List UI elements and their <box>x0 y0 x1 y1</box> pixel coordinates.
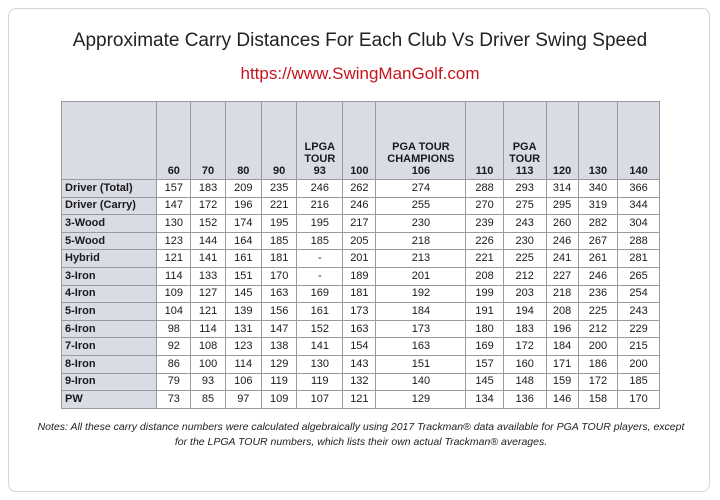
carry-distance-cell: 236 <box>578 285 618 303</box>
carry-distance-cell: 218 <box>376 232 466 250</box>
carry-distance-cell: 180 <box>466 320 503 338</box>
carry-distance-cell: 157 <box>466 355 503 373</box>
carry-distance-cell: 241 <box>546 250 578 268</box>
carry-distance-cell: 163 <box>262 285 297 303</box>
table-row <box>62 285 660 303</box>
carry-distance-cell: 196 <box>225 197 261 215</box>
carry-distance-cell: 366 <box>618 180 660 198</box>
carry-distance-cell: 141 <box>191 250 225 268</box>
carry-distance-cell: 174 <box>225 215 261 233</box>
carry-distance-cell: 192 <box>376 285 466 303</box>
carry-distance-cell: 235 <box>262 180 297 198</box>
carry-distance-cell: 170 <box>262 267 297 285</box>
carry-distance-cell: 314 <box>546 180 578 198</box>
carry-distance-cell: 154 <box>343 338 376 356</box>
carry-distance-cell: 208 <box>546 303 578 321</box>
swing-speed-header <box>546 102 578 180</box>
carry-distance-cell: 172 <box>578 373 618 391</box>
carry-distance-cell: 139 <box>225 303 261 321</box>
carry-distance-cell: 119 <box>297 373 343 391</box>
swing-speed-value: 130 <box>588 165 608 177</box>
swing-speed-header <box>503 102 546 180</box>
carry-distance-cell: 92 <box>157 338 191 356</box>
carry-distance-cell: 163 <box>376 338 466 356</box>
carry-distance-cell: 160 <box>503 355 546 373</box>
carry-distance-cell: 212 <box>578 320 618 338</box>
table-row <box>62 320 660 338</box>
carry-distance-cell: 246 <box>578 267 618 285</box>
carry-distance-cell: 131 <box>225 320 261 338</box>
carry-distance-cell: 123 <box>225 338 261 356</box>
swing-speed-value: 110 <box>475 165 494 177</box>
carry-distance-cell: 227 <box>546 267 578 285</box>
carry-distance-cell: 136 <box>503 391 546 409</box>
carry-distance-cell: 185 <box>618 373 660 391</box>
header-label: PGA TOUR <box>392 141 450 153</box>
carry-distance-cell: 185 <box>297 232 343 250</box>
carry-distance-cell: 173 <box>343 303 376 321</box>
carry-distance-cell: 246 <box>546 232 578 250</box>
carry-distance-cell: 127 <box>191 285 225 303</box>
header-label: PGA <box>512 141 537 153</box>
header-label: TOUR <box>509 153 541 165</box>
swing-speed-header <box>297 102 343 180</box>
carry-distance-cell: 114 <box>225 355 261 373</box>
table-row <box>62 355 660 373</box>
carry-distance-cell: 267 <box>578 232 618 250</box>
carry-distance-cell: 148 <box>503 373 546 391</box>
club-name: 7-Iron <box>62 338 157 356</box>
carry-distance-cell: 133 <box>191 267 225 285</box>
carry-distance-cell: 270 <box>466 197 503 215</box>
swing-speed-value: 100 <box>350 165 369 177</box>
carry-distance-cell: 114 <box>191 320 225 338</box>
club-name: 5-Wood <box>62 232 157 250</box>
carry-distance-cell: 260 <box>546 215 578 233</box>
carry-distance-cell: 217 <box>343 215 376 233</box>
carry-distance-cell: 147 <box>157 197 191 215</box>
carry-distance-cell: 152 <box>297 320 343 338</box>
carry-distance-cell: 123 <box>157 232 191 250</box>
swing-speed-value: 140 <box>629 165 648 177</box>
carry-distance-cell: 195 <box>297 215 343 233</box>
carry-distance-cell: 130 <box>297 355 343 373</box>
table-row <box>62 250 660 268</box>
carry-distance-cell: 109 <box>262 391 297 409</box>
swing-speed-header <box>618 102 660 180</box>
carry-distance-cell: 158 <box>578 391 618 409</box>
carry-distance-cell: 221 <box>466 250 503 268</box>
carry-distance-cell: 201 <box>376 267 466 285</box>
swing-speed-value: 93 <box>313 165 326 177</box>
table-row <box>62 373 660 391</box>
carry-distance-cell: 295 <box>546 197 578 215</box>
swing-speed-value: 60 <box>167 165 180 177</box>
carry-distance-cell: 185 <box>262 232 297 250</box>
header-label: LPGA <box>304 141 336 153</box>
carry-distance-cell: - <box>297 250 343 268</box>
club-name: PW <box>62 391 157 409</box>
carry-distance-cell: 230 <box>376 215 466 233</box>
carry-distance-cell: 344 <box>618 197 660 215</box>
carry-distance-cell: 172 <box>191 197 225 215</box>
carry-distance-cell: 230 <box>503 232 546 250</box>
carry-distance-cell: 107 <box>297 391 343 409</box>
carry-distance-cell: 246 <box>343 197 376 215</box>
carry-distance-cell: 143 <box>343 355 376 373</box>
club-name: Driver (Carry) <box>62 197 157 215</box>
table-header-row <box>62 102 660 180</box>
table-row <box>62 197 660 215</box>
carry-distance-cell: 152 <box>191 215 225 233</box>
carry-distance-cell: 132 <box>343 373 376 391</box>
carry-distance-cell: 203 <box>503 285 546 303</box>
swing-speed-header <box>343 102 376 180</box>
carry-distance-cell: 164 <box>225 232 261 250</box>
carry-distance-cell: 265 <box>618 267 660 285</box>
carry-distance-cell: 221 <box>262 197 297 215</box>
header-label: TOUR <box>304 153 336 165</box>
carry-distance-cell: 145 <box>466 373 503 391</box>
carry-distance-cell: 195 <box>262 215 297 233</box>
carry-distance-cell: 85 <box>191 391 225 409</box>
carry-distance-cell: 161 <box>225 250 261 268</box>
carry-distance-cell: 255 <box>376 197 466 215</box>
swing-speed-value: 113 <box>515 165 534 177</box>
carry-distance-cell: 172 <box>503 338 546 356</box>
carry-distance-cell: 218 <box>546 285 578 303</box>
swing-speed-value: 80 <box>237 165 250 177</box>
carry-distance-cell: 184 <box>546 338 578 356</box>
carry-distance-cell: 181 <box>343 285 376 303</box>
carry-distance-cell: 340 <box>578 180 618 198</box>
carry-distance-cell: 239 <box>466 215 503 233</box>
carry-distance-cell: 121 <box>343 391 376 409</box>
carry-distance-cell: 191 <box>466 303 503 321</box>
carry-distance-cell: 146 <box>546 391 578 409</box>
carry-distance-cell: 226 <box>466 232 503 250</box>
carry-distance-cell: 281 <box>618 250 660 268</box>
carry-distance-cell: 114 <box>157 267 191 285</box>
carry-distance-cell: 186 <box>578 355 618 373</box>
carry-distance-cell: 274 <box>376 180 466 198</box>
carry-distance-cell: 119 <box>262 373 297 391</box>
carry-distance-cell: 121 <box>191 303 225 321</box>
carry-distance-cell: - <box>297 267 343 285</box>
carry-distance-cell: 73 <box>157 391 191 409</box>
carry-distance-cell: 100 <box>191 355 225 373</box>
swing-speed-header <box>578 102 618 180</box>
carry-distance-cell: 212 <box>503 267 546 285</box>
carry-distance-cell: 275 <box>503 197 546 215</box>
carry-distance-cell: 243 <box>618 303 660 321</box>
carry-distance-cell: 200 <box>618 355 660 373</box>
carry-distance-cell: 86 <box>157 355 191 373</box>
carry-distance-cell: 173 <box>376 320 466 338</box>
swing-speed-header <box>225 102 261 180</box>
carry-distance-cell: 262 <box>343 180 376 198</box>
carry-distance-cell: 121 <box>157 250 191 268</box>
carry-distance-cell: 156 <box>262 303 297 321</box>
carry-distance-cell: 129 <box>262 355 297 373</box>
website-link[interactable]: https://www.SwingManGolf.com <box>240 64 480 83</box>
carry-distance-cell: 225 <box>578 303 618 321</box>
carry-distance-cell: 319 <box>578 197 618 215</box>
carry-distance-cell: 108 <box>191 338 225 356</box>
carry-distance-cell: 229 <box>618 320 660 338</box>
swing-speed-header <box>376 102 466 180</box>
carry-distance-cell: 208 <box>466 267 503 285</box>
carry-distance-cell: 169 <box>297 285 343 303</box>
club-name: Hybrid <box>62 250 157 268</box>
carry-distance-cell: 213 <box>376 250 466 268</box>
carry-distance-cell: 201 <box>343 250 376 268</box>
carry-distance-cell: 288 <box>618 232 660 250</box>
table-row <box>62 232 660 250</box>
carry-distance-cell: 129 <box>376 391 466 409</box>
carry-distance-cell: 169 <box>466 338 503 356</box>
carry-distance-cell: 184 <box>376 303 466 321</box>
club-name: Driver (Total) <box>62 180 157 198</box>
carry-distance-cell: 261 <box>578 250 618 268</box>
carry-distance-cell: 151 <box>376 355 466 373</box>
carry-distance-table <box>61 101 660 409</box>
club-name: 5-Iron <box>62 303 157 321</box>
carry-distance-cell: 215 <box>618 338 660 356</box>
carry-distance-cell: 106 <box>225 373 261 391</box>
table-row <box>62 267 660 285</box>
carry-distance-cell: 138 <box>262 338 297 356</box>
carry-distance-cell: 109 <box>157 285 191 303</box>
carry-distance-cell: 246 <box>297 180 343 198</box>
footnote: Notes: All these carry distance numbers were calculated algebraically using 2017 Trackman® data available for PGA TOUR players, except for the LPGA TOUR numbers, which lists their own actual Trackman® averages. <box>37 421 685 448</box>
carry-distance-cell: 293 <box>503 180 546 198</box>
swing-speed-value: 70 <box>201 165 215 177</box>
club-name: 9-Iron <box>62 373 157 391</box>
club-name: 3-Iron <box>62 267 157 285</box>
carry-distance-cell: 161 <box>297 303 343 321</box>
carry-distance-cell: 170 <box>618 391 660 409</box>
club-name: 4-Iron <box>62 285 157 303</box>
carry-distance-cell: 104 <box>157 303 191 321</box>
club-column-header <box>62 102 157 180</box>
carry-distance-cell: 171 <box>546 355 578 373</box>
carry-distance-cell: 288 <box>466 180 503 198</box>
carry-distance-cell: 181 <box>262 250 297 268</box>
table-body <box>62 180 660 409</box>
carry-distance-cell: 79 <box>157 373 191 391</box>
swing-speed-value: 106 <box>411 165 431 177</box>
carry-distance-cell: 141 <box>297 338 343 356</box>
carry-distance-cell: 282 <box>578 215 618 233</box>
table-row <box>62 338 660 356</box>
club-name: 8-Iron <box>62 355 157 373</box>
carry-distance-cell: 159 <box>546 373 578 391</box>
swing-speed-header <box>466 102 503 180</box>
carry-distance-cell: 196 <box>546 320 578 338</box>
carry-distance-cell: 205 <box>343 232 376 250</box>
swing-speed-header <box>157 102 191 180</box>
carry-distance-cell: 147 <box>262 320 297 338</box>
carry-distance-cell: 254 <box>618 285 660 303</box>
carry-distance-cell: 98 <box>157 320 191 338</box>
carry-distance-cell: 145 <box>225 285 261 303</box>
swing-speed-header <box>191 102 225 180</box>
carry-distance-cell: 216 <box>297 197 343 215</box>
header-label: CHAMPIONS <box>387 153 455 165</box>
swing-speed-header <box>262 102 297 180</box>
club-name: 6-Iron <box>62 320 157 338</box>
carry-distance-cell: 134 <box>466 391 503 409</box>
carry-distance-cell: 183 <box>503 320 546 338</box>
carry-distance-cell: 225 <box>503 250 546 268</box>
carry-distance-cell: 189 <box>343 267 376 285</box>
swing-speed-value: 90 <box>273 165 286 177</box>
carry-distance-cell: 144 <box>191 232 225 250</box>
swing-speed-value: 120 <box>552 165 572 177</box>
carry-distance-cell: 304 <box>618 215 660 233</box>
table-row <box>62 303 660 321</box>
carry-distance-cell: 183 <box>191 180 225 198</box>
carry-distance-cell: 151 <box>225 267 261 285</box>
carry-distance-cell: 93 <box>191 373 225 391</box>
table-row <box>62 215 660 233</box>
carry-distance-cell: 199 <box>466 285 503 303</box>
carry-distance-cell: 243 <box>503 215 546 233</box>
carry-distance-cell: 209 <box>225 180 261 198</box>
carry-distance-cell: 194 <box>503 303 546 321</box>
carry-distance-cell: 200 <box>578 338 618 356</box>
carry-distance-cell: 157 <box>157 180 191 198</box>
carry-distance-cell: 97 <box>225 391 261 409</box>
page-title: Approximate Carry Distances For Each Club Vs Driver Swing Speed <box>72 30 648 51</box>
carry-distance-cell: 140 <box>376 373 466 391</box>
carry-distance-cell: 163 <box>343 320 376 338</box>
table-row <box>62 391 660 409</box>
club-name: 3-Wood <box>62 215 157 233</box>
table-row <box>62 180 660 198</box>
carry-distance-cell: 130 <box>157 215 191 233</box>
